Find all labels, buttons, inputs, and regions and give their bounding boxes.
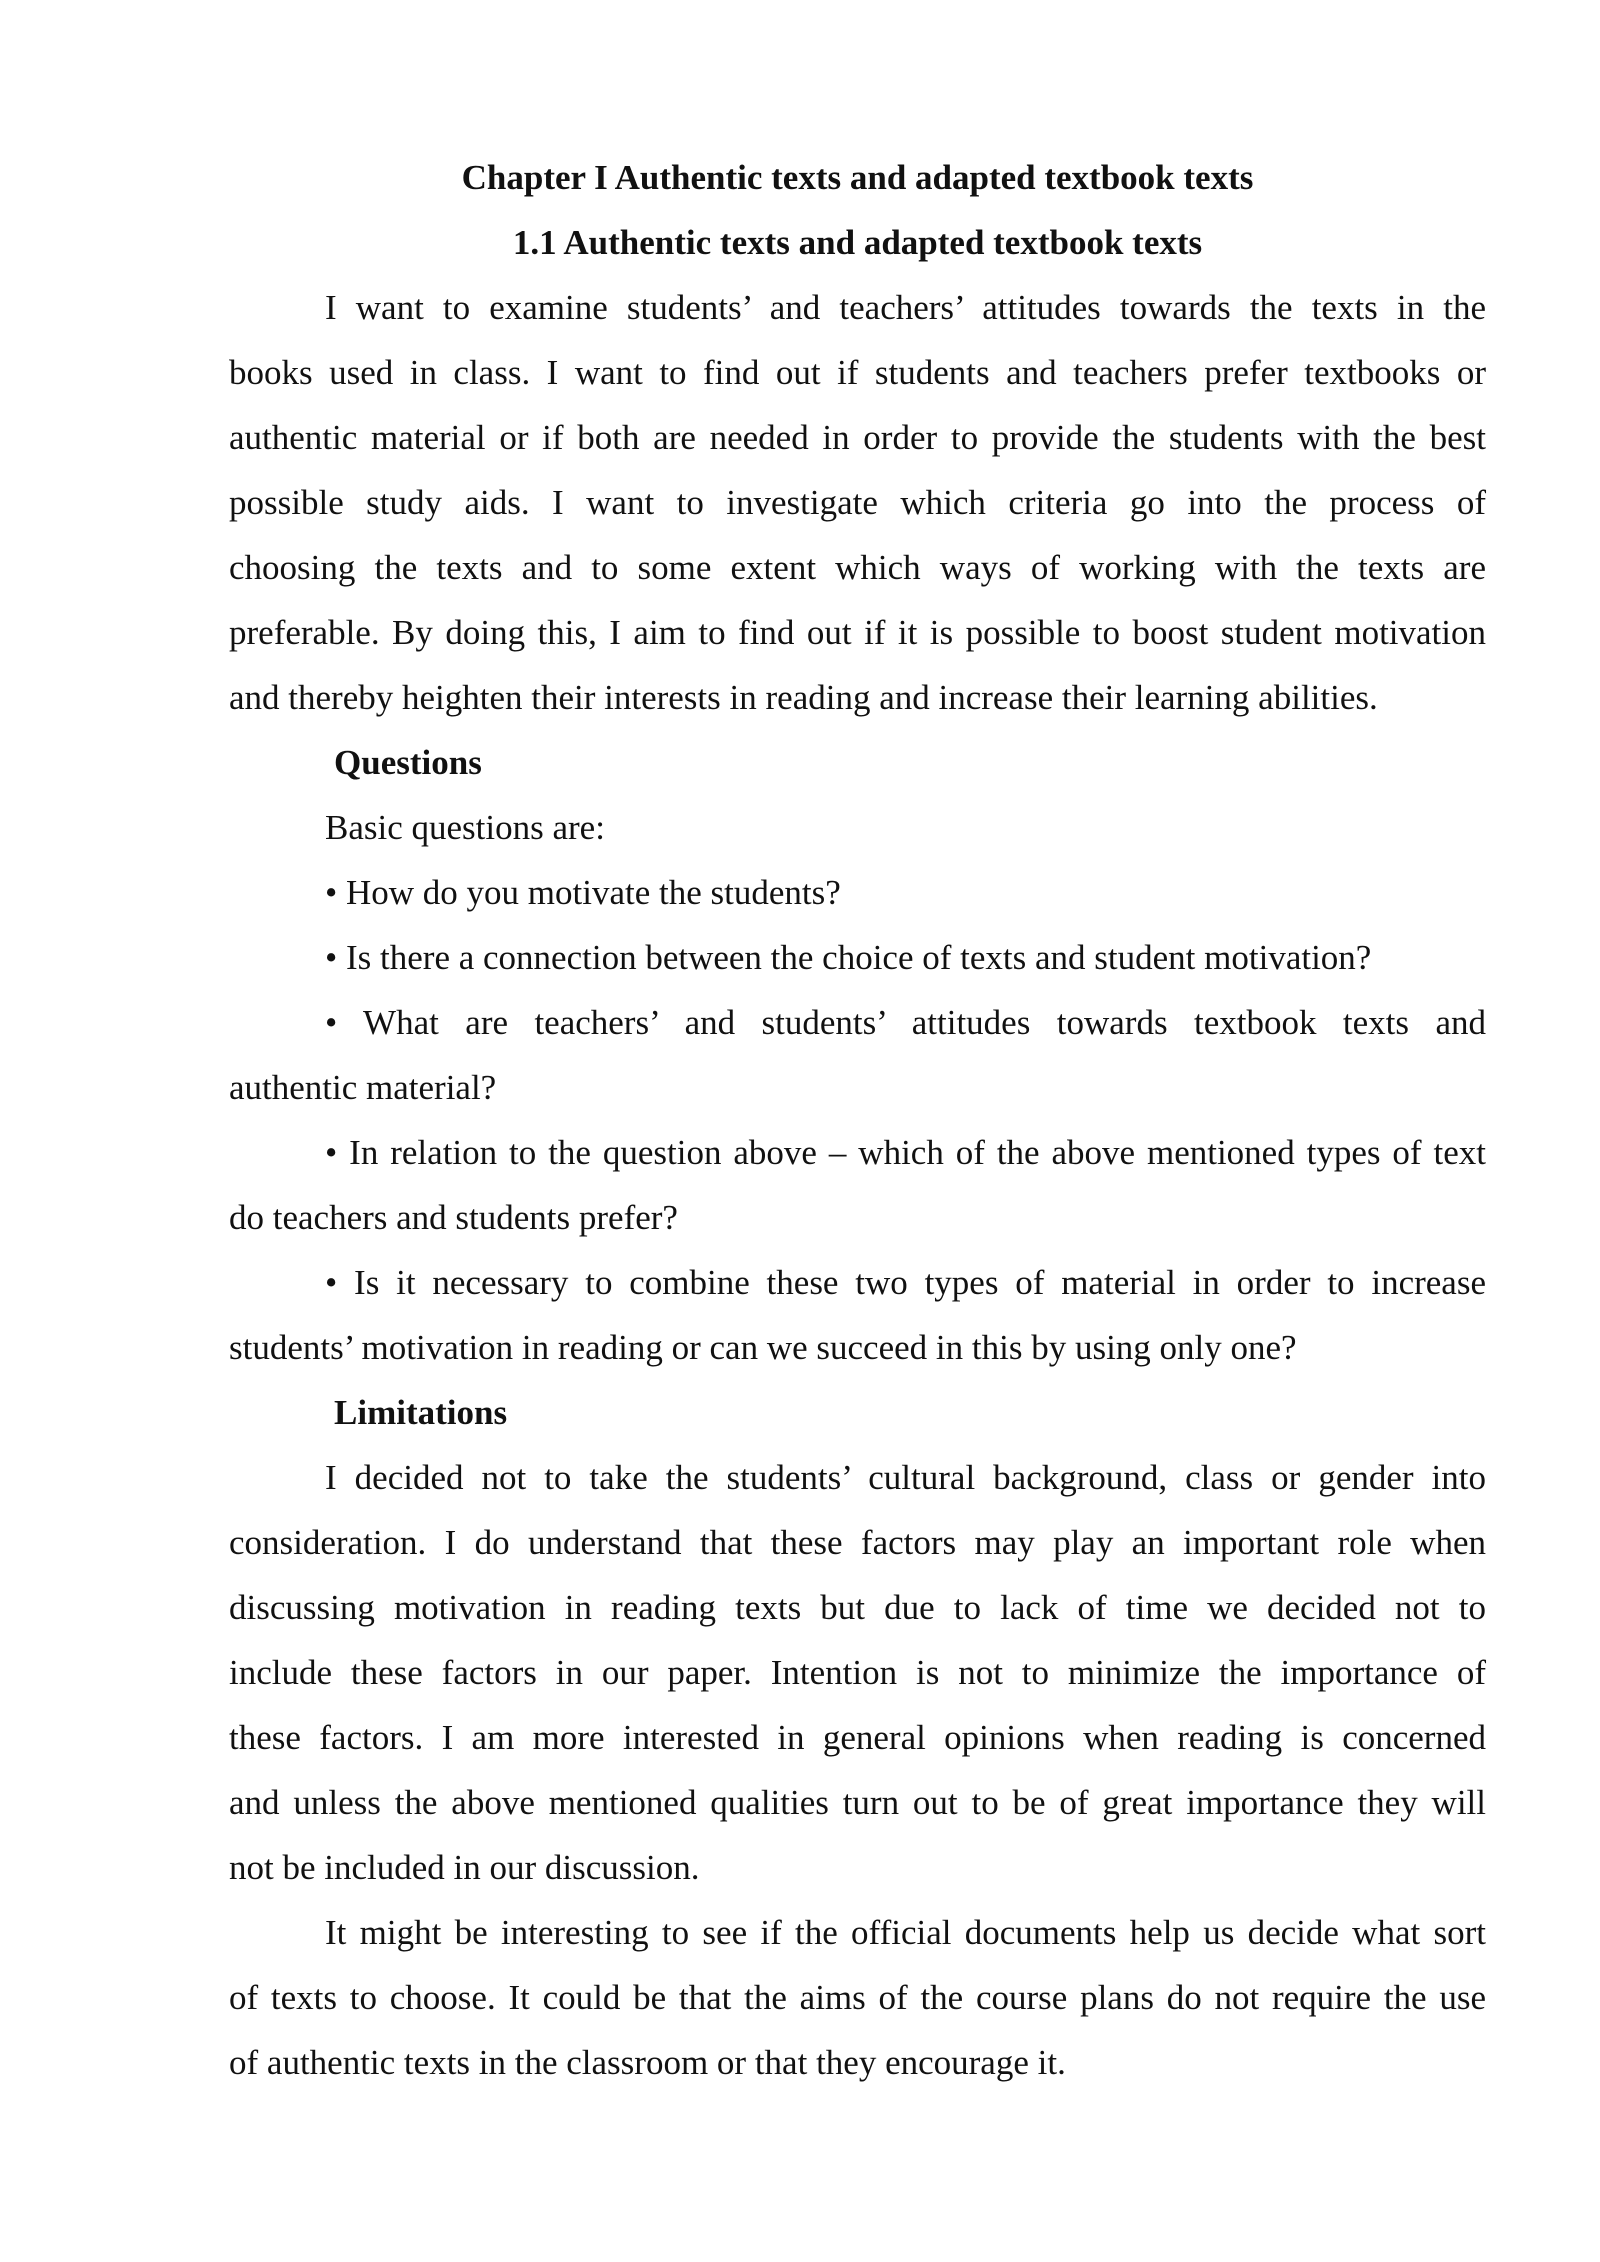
question-item: • How do you motivate the students? <box>325 873 841 912</box>
paragraph-line: possible study aids. I want to investigate which criteria go into the process of <box>229 483 1486 522</box>
paragraph-line: authentic material or if both are needed in order to provide the students with the best <box>229 418 1486 457</box>
paragraph-line: discussing motivation in reading texts but due to lack of time we decided not to <box>229 1588 1486 1627</box>
chapter-title: Chapter I Authentic texts and adapted textbook texts <box>461 158 1254 197</box>
paragraph-line: of texts to choose. It could be that the aims of the course plans do not require the use <box>229 1978 1486 2017</box>
paragraph-line: these factors. I am more interested in general opinions when reading is concerned <box>229 1718 1486 1757</box>
paragraph-line: preferable. By doing this, I aim to find out if it is possible to boost student motivation <box>229 613 1486 652</box>
paragraph-line: not be included in our discussion. <box>229 1848 700 1887</box>
limitations-paragraph <box>229 1445 1486 1900</box>
paragraph-line: include these factors in our paper. Intention is not to minimize the importance of <box>229 1653 1486 1692</box>
question-item-continuation: students’ motivation in reading or can we succeed in this by using only one? <box>229 1328 1297 1367</box>
paragraph-line: and thereby heighten their interests in reading and increase their learning abilities. <box>229 678 1378 717</box>
paragraph-line: and unless the above mentioned qualities turn out to be of great importance they will <box>229 1783 1486 1822</box>
paragraph-line: books used in class. I want to find out if students and teachers prefer textbooks or <box>229 353 1486 392</box>
questions-list <box>229 860 1486 1380</box>
question-item: • What are teachers’ and students’ attitudes towards textbook texts and <box>325 1003 1486 1042</box>
paragraph-line: I decided not to take the students’ cultural background, class or gender into <box>325 1458 1486 1497</box>
paragraph-line: I want to examine students’ and teachers’ attitudes towards the texts in the <box>325 288 1486 327</box>
questions-intro: Basic questions are: <box>325 808 605 847</box>
question-item-continuation: do teachers and students prefer? <box>229 1198 678 1237</box>
paragraph-line: consideration. I do understand that these factors may play an important role when <box>229 1523 1486 1562</box>
paragraph-line: It might be interesting to see if the official documents help us decide what sort <box>325 1913 1486 1952</box>
intro-paragraph <box>229 275 1486 730</box>
closing-paragraph <box>229 1900 1486 2095</box>
question-item: • Is there a connection between the choice of texts and student motivation? <box>325 938 1372 977</box>
question-item: • Is it necessary to combine these two types of material in order to increase <box>325 1263 1486 1302</box>
paragraph-line: choosing the texts and to some extent which ways of working with the texts are <box>229 548 1486 587</box>
question-item: • In relation to the question above – which of the above mentioned types of text <box>325 1133 1486 1172</box>
section-title: 1.1 Authentic texts and adapted textbook texts <box>512 223 1203 262</box>
limitations-heading: Limitations <box>334 1393 508 1432</box>
question-item-continuation: authentic material? <box>229 1068 497 1107</box>
paragraph-line: of authentic texts in the classroom or that they encourage it. <box>229 2043 1066 2082</box>
questions-heading: Questions <box>334 743 482 782</box>
document-page <box>229 145 1486 2095</box>
